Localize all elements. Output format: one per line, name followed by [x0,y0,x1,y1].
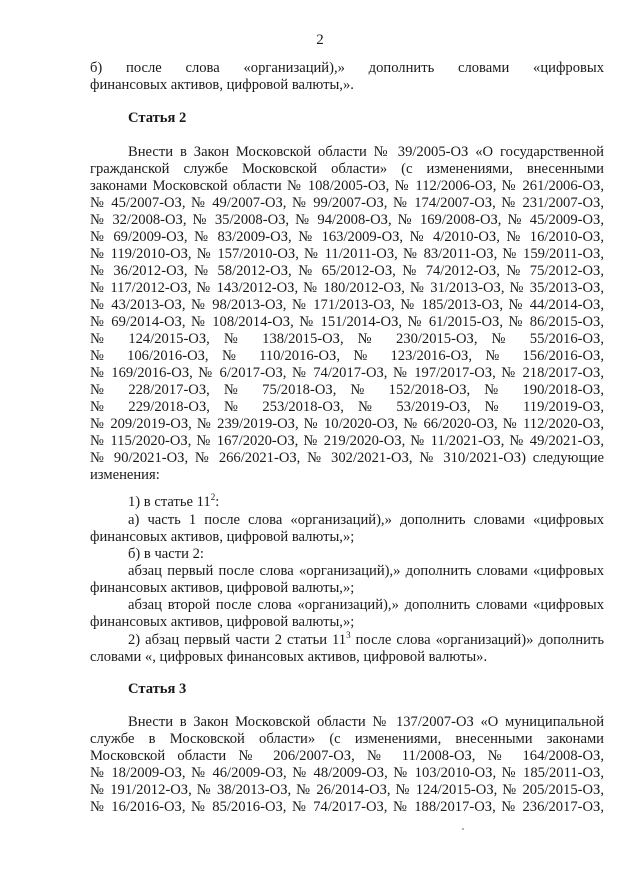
text-line: № 209/2019-ОЗ, № 239/2019-ОЗ, № 10/2020-ОЗ, № 66/2020-ОЗ, № 112/2020-ОЗ, [90,416,604,432]
text-line: № 69/2014-ОЗ, № 108/2014-ОЗ, № 151/2014-ОЗ, № 61/2015-ОЗ, № 86/2015-ОЗ, [90,314,604,330]
article-2-heading: Статья 2 [128,110,187,126]
text-line: № 36/2012-ОЗ, № 58/2012-ОЗ, № 65/2012-ОЗ, № 74/2012-ОЗ, № 75/2012-ОЗ, [90,263,604,279]
text-line: Внести в Закон Московской области № 39/2005-ОЗ «О государственной [128,144,604,160]
text-line: № 169/2016-ОЗ, № 6/2017-ОЗ, № 74/2017-ОЗ, № 197/2017-ОЗ, № 218/2017-ОЗ, [90,365,604,381]
text-line: финансовых активов, цифровой валюты,»; [90,614,355,630]
text-line: № 45/2007-ОЗ, № 49/2007-ОЗ, № 99/2007-ОЗ, № 174/2007-ОЗ, № 231/2007-ОЗ, [90,195,604,211]
text-line: № 117/2012-ОЗ, № 143/2012-ОЗ, № 180/2012-ОЗ, № 31/2013-ОЗ, № 35/2013-ОЗ, [90,280,604,296]
article-3-heading: Статья 3 [128,681,187,697]
text-line: словами «, цифровых финансовых активов, цифровой валюты». [90,649,488,665]
text-line: № 229/2018-ОЗ, № 253/2018-ОЗ, № 53/2019-ОЗ, № 119/2019-ОЗ, [90,399,604,415]
text-line: № 90/2021-ОЗ, № 266/2021-ОЗ, № 302/2021-ОЗ, № 310/2021-ОЗ) следующие [90,450,604,466]
text-line: № 16/2016-ОЗ, № 85/2016-ОЗ, № 74/2017-ОЗ, № 188/2017-ОЗ, № 236/2017-ОЗ, [90,799,604,815]
item-1 [128,494,604,511]
item-2-text: 2) абзац первый части 2 статьи 11 [128,632,347,648]
superscript: 2 [210,492,216,502]
text-line: абзац второй после слова «организаций),» дополнить словами «цифровых [128,597,604,613]
text-line: № 124/2015-ОЗ, № 138/2015-ОЗ, № 230/2015-ОЗ, № 55/2016-ОЗ, [90,331,604,347]
text-line: № 43/2013-ОЗ, № 98/2013-ОЗ, № 171/2013-ОЗ, № 185/2013-ОЗ, № 44/2014-ОЗ, [90,297,604,313]
item-2 [128,632,604,649]
text-line: № 69/2009-ОЗ, № 83/2009-ОЗ, № 163/2009-ОЗ, № 4/2010-ОЗ, № 16/2010-ОЗ, [90,229,604,245]
text-line: б) после слова «организаций),» дополнить словами «цифровых [90,60,604,76]
superscript: 3 [346,630,351,640]
text-line: законами Московской области № 108/2005-ОЗ, № 112/2006-ОЗ, № 261/2006-ОЗ, [90,178,604,194]
text-line: № 106/2016-ОЗ, № 110/2016-ОЗ, № 123/2016-ОЗ, № 156/2016-ОЗ, [90,348,604,364]
scan-speck [462,828,464,830]
text-line: службе в Московской области» (с изменениями, внесенными законами [90,731,604,747]
text-line: гражданской службе Московской области» (с изменениями, внесенными [90,161,604,177]
text-line: № 32/2008-ОЗ, № 35/2008-ОЗ, № 94/2008-ОЗ, № 169/2008-ОЗ, № 45/2009-ОЗ, [90,212,604,228]
item-2-suffix: после слова «организаций)» дополнить [350,632,604,648]
text-line: Московской области № 206/2007-ОЗ, № 11/2008-ОЗ, № 164/2008-ОЗ, [90,748,604,764]
text-line: № 228/2017-ОЗ, № 75/2018-ОЗ, № 152/2018-ОЗ, № 190/2018-ОЗ, [90,382,604,398]
text-line: № 119/2010-ОЗ, № 157/2010-ОЗ, № 11/2011-ОЗ, № 83/2011-ОЗ, № 159/2011-ОЗ, [90,246,604,262]
text-line: Внести в Закон Московской области № 137/2007-ОЗ «О муниципальной [128,714,604,730]
text-line: а) часть 1 после слова «организаций),» дополнить словами «цифровых [128,512,604,528]
item-1-text: 1) в статье 11 [128,494,211,510]
item-1-suffix: : [215,494,220,510]
text-line: б) в части 2: [128,546,204,562]
text-line: финансовых активов, цифровой валюты,»; [90,529,355,545]
text-line: № 191/2012-ОЗ, № 38/2013-ОЗ, № 26/2014-ОЗ, № 124/2015-ОЗ, № 205/2015-ОЗ, [90,782,604,798]
text-line: абзац первый после слова «организаций),» дополнить словами «цифровых [128,563,604,579]
text-line: финансовых активов, цифровой валюты,»; [90,580,355,596]
text-line: № 18/2009-ОЗ, № 46/2009-ОЗ, № 48/2009-ОЗ, № 103/2010-ОЗ, № 185/2011-ОЗ, [90,765,604,781]
page-number: 2 [316,32,324,48]
text-line: изменения: [90,467,160,483]
text-line: финансовых активов, цифровой валюты,». [90,77,354,93]
text-line: № 115/2020-ОЗ, № 167/2020-ОЗ, № 219/2020-ОЗ, № 11/2021-ОЗ, № 49/2021-ОЗ, [90,433,604,449]
